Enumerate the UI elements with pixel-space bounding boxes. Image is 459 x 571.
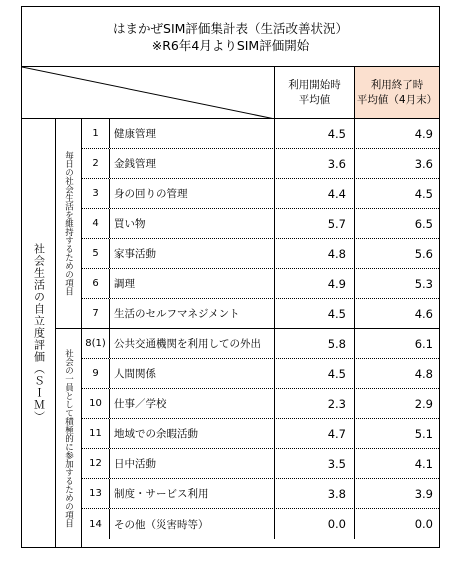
- end-average-value: 6.1: [414, 336, 433, 351]
- start-average-value: 5.7: [275, 209, 355, 238]
- end-average-value: 5.6: [414, 246, 433, 261]
- table-row: [82, 509, 439, 539]
- item-name: 調理: [110, 269, 275, 298]
- start-average-value: 4.4: [275, 179, 355, 208]
- table-row: [82, 479, 439, 509]
- header-end-label-1: 利用終了時: [370, 78, 424, 91]
- table-row: [82, 239, 439, 269]
- table-row: [82, 329, 439, 359]
- start-average-value: 3.6: [275, 149, 355, 178]
- item-number: 11: [82, 419, 110, 448]
- end-average-value: 6.5: [414, 216, 433, 231]
- item-name: 制度・サービス利用: [110, 479, 275, 508]
- item-number: 8(1): [82, 329, 110, 358]
- end-average-value: 3.9: [414, 486, 433, 501]
- start-average-value: 2.3: [275, 389, 355, 418]
- item-name: 仕事／学校: [110, 389, 275, 418]
- end-average-value: 5.1: [414, 426, 433, 441]
- end-average-value: 5.3: [414, 276, 433, 291]
- table-row: [82, 179, 439, 209]
- table-row: [82, 209, 439, 239]
- item-name: 家事活動: [110, 239, 275, 268]
- item-name: 生活のセルフマネジメント: [110, 299, 275, 328]
- item-number: 3: [82, 179, 110, 208]
- end-average-value: 4.5: [414, 186, 433, 201]
- start-average-value: 5.8: [275, 329, 355, 358]
- item-number: 2: [82, 149, 110, 178]
- item-number: 6: [82, 269, 110, 298]
- item-number: 1: [82, 119, 110, 148]
- start-average-value: 4.5: [275, 359, 355, 388]
- group2-text: 社会の一員として積極的に参加するための項目: [63, 348, 74, 528]
- header-end-average: [355, 67, 439, 119]
- item-number: 5: [82, 239, 110, 268]
- header-end-label-2: 平均値（4月末）: [356, 93, 438, 106]
- title-line-2: ※R6年4月よりSIM評価開始: [151, 37, 310, 53]
- item-number: 14: [82, 509, 110, 539]
- item-name: 金銭管理: [110, 149, 275, 178]
- start-average-value: 0.0: [275, 509, 355, 539]
- end-average-value: 4.6: [414, 306, 433, 321]
- table-row: [82, 449, 439, 479]
- table-row: [82, 149, 439, 179]
- item-name: その他（災害時等）: [110, 509, 275, 539]
- item-number: 7: [82, 299, 110, 328]
- start-average-value: 4.9: [275, 269, 355, 298]
- end-average-value: 2.9: [414, 396, 433, 411]
- start-average-value: 4.5: [275, 119, 355, 148]
- item-name: 日中活動: [110, 449, 275, 478]
- header-start-average: [275, 67, 355, 119]
- end-average-value: 3.6: [414, 156, 433, 171]
- start-average-value: 3.5: [275, 449, 355, 478]
- item-number: 10: [82, 389, 110, 418]
- item-name: 身の回りの管理: [110, 179, 275, 208]
- start-average-value: 4.8: [275, 239, 355, 268]
- start-average-value: 4.7: [275, 419, 355, 448]
- table-row: [82, 389, 439, 419]
- group1-label: [56, 119, 82, 329]
- group1-text: 毎日の社会生活を維持するための項目: [63, 151, 74, 296]
- header-diagonal-line: [22, 67, 275, 119]
- outer-category-text: 社会生活の自立度評価（ＳＩＭ）: [32, 243, 46, 423]
- table-title: [22, 7, 439, 67]
- item-number: 12: [82, 449, 110, 478]
- table-row: [82, 419, 439, 449]
- start-average-value: 4.5: [275, 299, 355, 328]
- table-row: [82, 269, 439, 299]
- header-start-label-1: 利用開始時: [288, 78, 341, 91]
- item-name: 人間関係: [110, 359, 275, 388]
- item-number: 13: [82, 479, 110, 508]
- end-average-value: 4.1: [414, 456, 433, 471]
- end-average-value: 4.9: [414, 126, 433, 141]
- header-start-label-2: 平均値: [298, 93, 331, 106]
- outer-category-label: [22, 119, 56, 547]
- item-number: 9: [82, 359, 110, 388]
- item-name: 買い物: [110, 209, 275, 238]
- header-blank-cell: [22, 67, 275, 119]
- table-row: [82, 119, 439, 149]
- title-line-1: はまかぜSIM評価集計表（生活改善状況）: [113, 20, 348, 36]
- end-average-value: 0.0: [414, 517, 433, 531]
- sim-summary-table: [21, 6, 440, 548]
- item-name: 健康管理: [110, 119, 275, 148]
- table-row: [82, 299, 439, 329]
- item-name: 公共交通機関を利用しての外出: [110, 329, 275, 358]
- group2-label: [56, 329, 82, 547]
- item-name: 地域での余暇活動: [110, 419, 275, 448]
- end-average-value: 4.8: [414, 366, 433, 381]
- table-row: [82, 359, 439, 389]
- item-number: 4: [82, 209, 110, 238]
- start-average-value: 3.8: [275, 479, 355, 508]
